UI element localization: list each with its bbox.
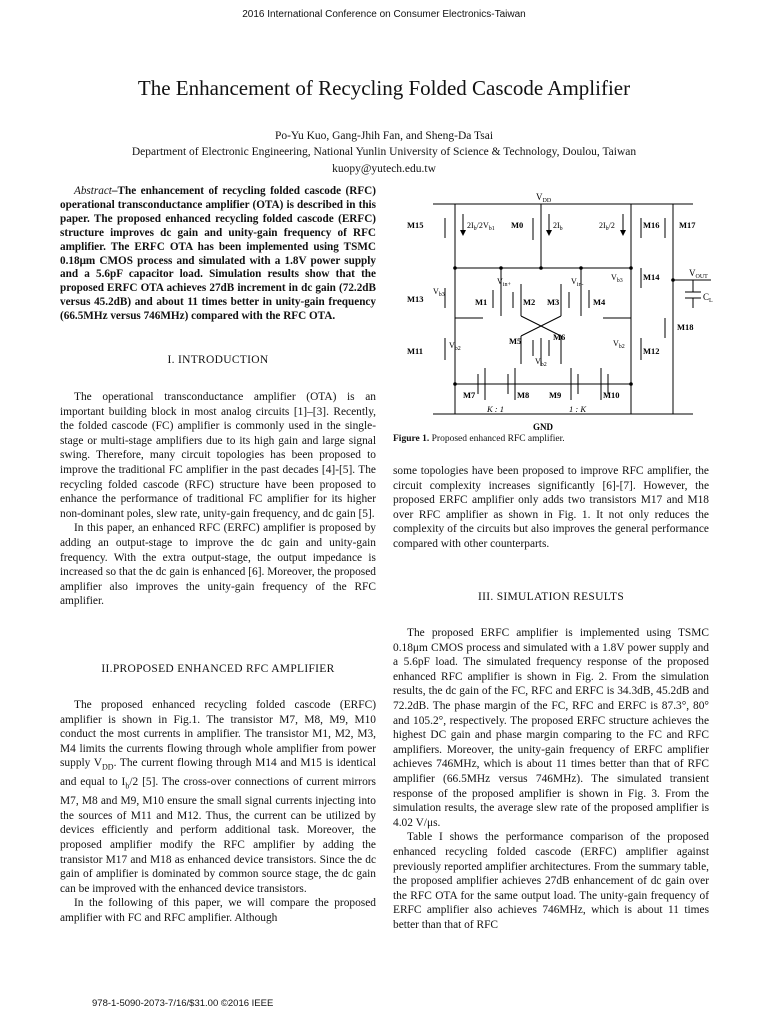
paragraph: The proposed enhanced recycling folded cascode (ERFC) amplifier is shown in Fig.1. The transistor M7, M8, M9, M10 conduct the most currents in amplifier. The transistor M1, M2, M3, M4 limits the currents flowing through whole amplifier from power supply $V_{DD}$. The current flowing through M14 and M15 is identical and equal to $I_b/2$ [5]. The cross-over connections of current mirrors M7, M8 and M9, M10 ensure the small signal currents injecting into the sources of M11 and M12. Thus, the current can be utilized by devices efficiently and perform additional task. Moreover, the proposed amplifier modify the RFC amplifier by adding the transistor M17 and M18 as enhanced device transistors. Since the dc gain of amplifier is dominated by common source stage, the dc gain can be improved with the enhanced device transistors. [60, 699, 376, 895]
m3-label: M3 [547, 297, 560, 307]
paragraph: The operational transconductance amplifier (OTA) is an important building block in most analog circuits [1]–[3]. Recently, the folded cascode (FC) amplifier is commonly used in the single-stage or multi-stage amplifiers due to its high gain and large signal swing. Therefore, many circuit topologies has been proposed to improve the traditional FC amplifier in the past decades [4]-[5]. The recycling folded cascode (RFC) structure have been proposed to enhance the performance of traditional FC amplifier for its higher non-dominant poles, slew rate, unity-gain frequency, and dc gain [5]. [60, 391, 376, 520]
m14-label: M14 [643, 272, 660, 282]
ib-mid-label: $2I_b$ [553, 221, 563, 232]
m16-label: M16 [643, 220, 660, 230]
authors: Po-Yu Kuo, Gang-Jhih Fan, and Sheng-Da Tsai [274, 130, 494, 142]
ib-left-label: $2I_b/2$ [467, 221, 483, 232]
paragraph: The proposed ERFC amplifier is implemented using TSMC 0.18μm CMOS process and simulated with a 1.8V power supply and a 5.6pF load. The simulated frequency response of the proposed enhanced RFC amplifier is shown in Fig. 2. From the simulation results, the dc gain of the FC, RFC and ERFC is 34.3dB, 45.2dB and 72.2dB. The phase margin of the FC, RFC and ERFC is 87.3°, 80° and 105.2°, respectively. The proposed ERFC structure achieves the highest DC gain and phase margin comparing to the FC and RFC amplifiers. Moreover, the unity-gain frequency of ERFC amplifier achieves 746MHz, which is about 11 times better than that of RFC amplifier (66.5MHz versus 746MHz). The simulated transient response of the proposed amplifier is shown in Fig. 3. From the simulation results, the average slew rate of the proposed amplifier is 4.02 V/μs. [393, 627, 709, 829]
abstract-label: Abstract [74, 185, 112, 197]
vout-label: $V_{OUT}$ [689, 268, 708, 280]
introduction-body [60, 390, 376, 609]
paragraph: some topologies have been proposed to improve RFC amplifier, the circuit complexity increases significantly [6]-[7]. However, the proposed ERFC amplifier only adds two transistors M17 and M18 over RFC amplifier as shown in Fig. 1. It not only reduces the complexity of the circuits but also improves the general performance compared with other counterparts. [393, 465, 709, 550]
cl-label: $C_L$ [703, 292, 713, 304]
copyright-footer: 978-1-5090-2073-7/16/$31.00 ©2016 IEEE [92, 998, 274, 1009]
m6-label: M6 [553, 332, 566, 342]
vinp-label: $V_{in+}$ [497, 277, 511, 288]
m10-label: M10 [603, 390, 620, 400]
m7-label: M7 [463, 390, 476, 400]
paragraph: In the following of this paper, we will compare the proposed amplifier with FC and RFC amplifier. Although [60, 897, 376, 924]
m0-label: M0 [511, 220, 524, 230]
vb2-center-label: $V_{b2}$ [535, 357, 547, 368]
paper-title: The Enhancement of Recycling Folded Cascode Amplifier [137, 76, 631, 100]
ratio-right-label: 1 : K [569, 404, 586, 414]
proposed-body [60, 698, 376, 925]
conference-header: 2016 International Conference on Consumer Electronics-Taiwan [242, 9, 526, 20]
section-heading-introduction: I. INTRODUCTION [167, 354, 269, 366]
m12-label: M12 [643, 346, 660, 356]
vb3-right-label: $V_{b3}$ [611, 273, 623, 284]
m9-label: M9 [549, 390, 562, 400]
m11-label: M11 [407, 346, 424, 356]
m1-label: M1 [475, 297, 488, 307]
m18-label: M18 [677, 322, 694, 332]
figure-caption: Figure 1. Proposed enhanced RFC amplifier. [393, 434, 565, 444]
paragraph: Table I shows the performance comparison of the proposed enhanced recycling folded cascode (ERFC) amplifier against previously reported amplifier architectures. From the summary table, the proposed amplifier achieves 27dB enhancement of dc gain over the RFC OTA for the same output load. The unity-gain frequency of ERFC amplifier also achieves 746MHz, which is about 11 times better than that of RFC [393, 831, 709, 931]
vb2-left-label: $V_{b2}$ [449, 341, 461, 352]
m8-label: M8 [517, 390, 530, 400]
m4-label: M4 [593, 297, 606, 307]
vinm-label: $V_{in-}$ [571, 277, 584, 288]
affiliation: Department of Electronic Engineering, National Yunlin University of Science & Technology, Doulou, Taiwan [131, 146, 637, 158]
author-email[interactable]: kuopy@yutech.edu.tw [332, 163, 436, 175]
m17-label: M17 [679, 220, 696, 230]
vb1-label: $V_{b1}$ [483, 221, 495, 232]
simulation-body [393, 626, 709, 932]
ratio-left-label: K : 1 [487, 404, 504, 414]
ib-right-label: $2I_b/2$ [599, 221, 615, 232]
m5-label: M5 [509, 336, 522, 346]
vb3-left-label: $V_{b3}$ [433, 287, 445, 298]
right-body-top [393, 464, 709, 552]
vb2-right-label: $V_{b2}$ [613, 339, 625, 350]
abstract [60, 185, 376, 324]
m13-label: M13 [407, 294, 424, 304]
m15-label: M15 [407, 220, 424, 230]
gnd-label: GND [533, 422, 553, 432]
circuit-schematic [393, 188, 723, 432]
vdd-label: $V_{DD}$ [536, 192, 552, 204]
section-heading-proposed: II.PROPOSED ENHANCED RFC AMPLIFIER [101, 663, 335, 675]
paragraph: In this paper, an enhanced RFC (ERFC) amplifier is proposed by adding an output-stage to improve the dc gain and unity-gain frequency. With the extra output-stage, the output impedance is increased so that the dc gain is enhanced [6]. Moreover, the proposed amplifier also improves the unity-gain frequency of the RFC amplifier. [60, 522, 376, 608]
abstract-text: –The enhancement of recycling folded cascode (RFC) operational transconductance amplifier (OTA) is described in this paper. The proposed enhanced recycling folded cascode (ERFC) structure improves dc gain and unity-gain frequency of RFC amplifier. The ERFC OTA has been implemented using TSMC 0.18μm CMOS process and simulated with a 1.8V power supply and a 5.6pF capacitor load. Simulation results show that the proposed ERFC OTA achieves 27dB increment in dc gain (72.2dB versus 45.2dB) and about 11 times better in unity-gain frequency (66.5MHz versus 746MHz) compared with the RFC OTA. [60, 185, 376, 323]
section-heading-simulation: III. SIMULATION RESULTS [477, 591, 625, 603]
m2-label: M2 [523, 297, 536, 307]
